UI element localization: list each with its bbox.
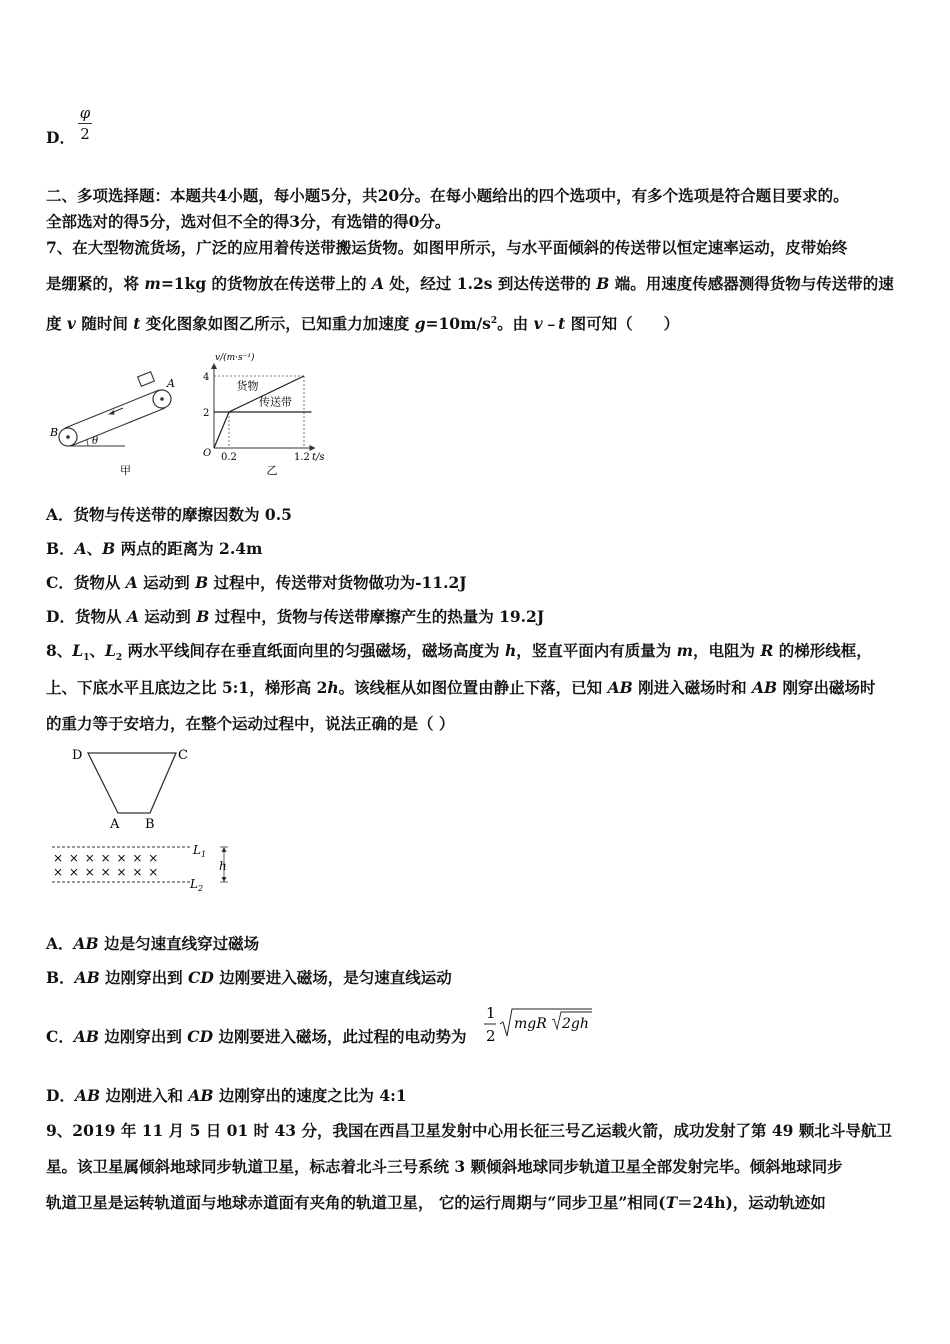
var-B: B [102, 539, 116, 558]
text: 轨道卫星是运转轨道面与地球赤道面有夹角的轨道卫星， 它的运行周期与“同步卫星”相同( [46, 1193, 666, 1212]
caption-yi: 乙 [266, 464, 278, 477]
q7-option-d [46, 607, 544, 627]
h-arrow-up [222, 847, 227, 852]
subscript: 1 [83, 653, 90, 664]
text: 是绷紧的，将 [46, 274, 145, 293]
option-label: A． [46, 934, 74, 953]
h-arrow-down [222, 877, 227, 882]
var-L: L [72, 641, 84, 660]
var-A: A [74, 539, 87, 558]
option-text: 过程中，传送带对货物做功为-11.2J [208, 573, 467, 592]
radicand-mgR: mgR [514, 1016, 547, 1032]
var-B: B [596, 274, 610, 293]
q7-option-a [46, 505, 292, 525]
option-label: D． [46, 607, 75, 626]
var-vt: v﹣t [533, 314, 566, 334]
option-label: B． [46, 539, 75, 558]
label-theta: θ [92, 436, 99, 447]
var-h: h [327, 678, 339, 697]
q8-option-b [46, 968, 452, 988]
superscript: 2 [490, 316, 498, 326]
origin-label: O [203, 448, 212, 459]
magnetic-field-crosses-row2: × × × × × × × [53, 865, 160, 879]
subscript: 2 [115, 653, 123, 664]
pulley-a-axle [160, 397, 164, 401]
q9-line2: 星。该卫星属倾斜地球同步轨道卫星，标志着北斗三号系统 3 颗倾斜地球同步轨道卫星全部发射完毕。倾斜地球同步 [46, 1157, 843, 1176]
text: 、 [89, 641, 105, 660]
text: 刚进入磁场时和 [632, 678, 752, 697]
var-CD: CD [188, 968, 214, 987]
label-a: A [110, 817, 120, 832]
var-A: A [125, 573, 138, 592]
var-CD: CD [187, 1027, 214, 1046]
var-B: B [196, 607, 210, 626]
text: 变化图象如图乙所示，已知重力加速度 [140, 314, 415, 334]
option-text: 、 [86, 539, 103, 558]
label-b: B [145, 817, 155, 832]
option-text: 货物与传送带的摩擦因数为 0.5 [73, 505, 292, 524]
option-label: D． [46, 128, 75, 147]
option-label: C． [46, 573, 74, 592]
text: ，竖直平面内有质量为 [516, 641, 677, 660]
magnetic-field-crosses-row1: × × × × × × × [53, 851, 160, 865]
q7-line2 [46, 274, 894, 294]
text: 8、 [46, 641, 73, 660]
var-AB: AB [188, 1086, 214, 1105]
label-l2: $L_2$ [190, 877, 204, 893]
var-v: v [66, 314, 76, 334]
vt-chart [190, 346, 340, 478]
tick-x-0.2: 0.2 [221, 452, 237, 463]
text: 上、下底水平且底边之比 5:1，梯形高 2 [46, 678, 328, 697]
option-text: 货物从 [73, 573, 126, 592]
label-d: D [72, 748, 83, 763]
belt-top [65, 390, 159, 428]
fraction-bar [78, 123, 92, 124]
var-t: t [133, 314, 141, 334]
text: ，电阻为 [693, 641, 761, 660]
var-AB: AB [607, 678, 633, 697]
series-label-cargo: 货物 [236, 379, 259, 393]
var-R: R [760, 641, 774, 660]
var-g: g [414, 314, 426, 334]
text: 。由 [497, 314, 534, 334]
label-a: A [167, 377, 175, 390]
caption-jia: 甲 [120, 464, 131, 477]
angle-arc [87, 439, 89, 446]
option-text: 边是匀速直线穿过磁场 [98, 934, 260, 953]
var-T: T [665, 1193, 678, 1212]
option-text: 边刚穿出到 [98, 1027, 188, 1046]
var-A: A [126, 607, 139, 626]
text: 。该线框从如图位置由静止下落，已知 [338, 678, 608, 697]
label-b: B [50, 426, 59, 439]
fraction-phi-over-2 [78, 104, 92, 143]
formula-numerator: 1 [486, 1004, 496, 1022]
text: 两水平线间存在垂直纸面向里的匀强磁场，磁场高度为 [122, 641, 505, 660]
radicand-2gh: 2gh [562, 1016, 589, 1032]
q8-option-a [46, 934, 259, 954]
belt-bottom [71, 408, 165, 446]
q9-line3 [46, 1193, 826, 1213]
option-label: D． [46, 1086, 75, 1105]
q7-option-b [46, 539, 262, 559]
option-text: 边刚进入和 [100, 1086, 189, 1105]
trapezoid-frame [88, 753, 176, 813]
q8-option-c [46, 1027, 466, 1047]
text: 随时间 [75, 314, 134, 334]
emf-formula [482, 1000, 602, 1050]
var-AB: AB [752, 678, 778, 697]
label-l1: $L_1$ [193, 843, 207, 859]
option-text: 两点的距离为 2.4m [115, 539, 263, 558]
option-text: 货物从 [74, 607, 127, 626]
var-A: A [371, 274, 384, 293]
series-label-belt: 传送带 [259, 395, 292, 409]
q7-line3 [46, 311, 679, 334]
option-label: C． [46, 1027, 74, 1046]
x-axis-arrow [310, 445, 316, 451]
var-AB: AB [74, 1086, 101, 1105]
text: =1kg 的货物放在传送带上的 [160, 274, 372, 293]
option-text: 边刚穿出的速度之比为 4:1 [213, 1086, 407, 1105]
q8-option-d [46, 1086, 407, 1106]
pulley-b-axle [66, 435, 70, 439]
text: 度 [46, 314, 67, 334]
q8-line2 [46, 678, 876, 698]
tick-y-4: 4 [203, 372, 210, 383]
var-h: h [504, 641, 517, 660]
figure-conveyor-belt [50, 370, 190, 480]
option-text: 过程中，货物与传送带摩擦产生的热量为 19.2J [209, 607, 545, 626]
tick-y-2: 2 [203, 408, 210, 419]
text: =10m/s [425, 314, 491, 334]
figure-trapezoid-field [50, 744, 250, 894]
var-m: m [676, 641, 694, 660]
q9-line1: 9、2019 年 11 月 5 日 01 时 43 分，我国在西昌卫星发射中心用长征三号乙运载火箭，成功发射了第 49 颗北斗导航卫 [46, 1121, 892, 1140]
option-text: 运动到 [137, 573, 196, 592]
option-text: 运动到 [138, 607, 197, 626]
tick-x-1.2: 1.2 [294, 452, 310, 463]
section-title-line2: 全部选对的得5分，选对但不全的得3分，有选错的得0分。 [46, 212, 451, 231]
var-AB: AB [73, 934, 99, 953]
option-text: 边刚穿出到 [99, 968, 189, 987]
var-AB: AB [73, 1027, 99, 1046]
q7-line1: 7、在大型物流货场，广泛的应用着传送带搬运货物。如图甲所示，与水平面倾斜的传送带以恒定速率运动，皮带始终 [46, 238, 848, 257]
var-m: m [144, 274, 161, 293]
option-text: 边刚要进入磁场，是匀速直线运动 [213, 968, 452, 987]
y-axis-label: v/(m·s⁻¹) [215, 353, 255, 363]
text: ＝24h)，运动轨迹如 [677, 1193, 826, 1212]
var-AB: AB [74, 968, 100, 987]
fraction-denominator: 2 [80, 125, 90, 143]
option-text: 边刚要进入磁场，此过程的电动势为 [213, 1027, 467, 1046]
label-c: C [178, 748, 188, 763]
fraction-numerator: φ [79, 104, 91, 122]
text: 刚穿出磁场时 [777, 678, 876, 697]
x-axis-label: t/s [312, 452, 325, 463]
var-L: L [104, 641, 116, 660]
cargo-box [138, 372, 155, 387]
text: 端。用速度传感器测得货物与传送带的速 [609, 274, 894, 293]
option-label: A． [46, 505, 74, 524]
label-h: h [219, 859, 227, 873]
text: 处，经过 1.2s 到达传送带的 [384, 274, 597, 293]
text: 图可知（ ） [565, 314, 680, 334]
q7-option-c [46, 573, 467, 593]
section-title-line1: 二、多项选择题：本题共4小题，每小题5分，共20分。在每小题给出的四个选项中，有多个选项是符合题目要求的。 [46, 186, 849, 205]
option-label: B． [46, 968, 75, 987]
q8-line3: 的重力等于安培力，在整个运动过程中，说法正确的是（ ） [46, 714, 455, 733]
y-axis-arrow [211, 363, 217, 369]
var-B: B [195, 573, 209, 592]
formula-denominator: 2 [486, 1027, 496, 1045]
q8-line1 [46, 641, 872, 668]
option-d-top [46, 128, 75, 148]
text: 的梯形线框， [773, 641, 872, 660]
